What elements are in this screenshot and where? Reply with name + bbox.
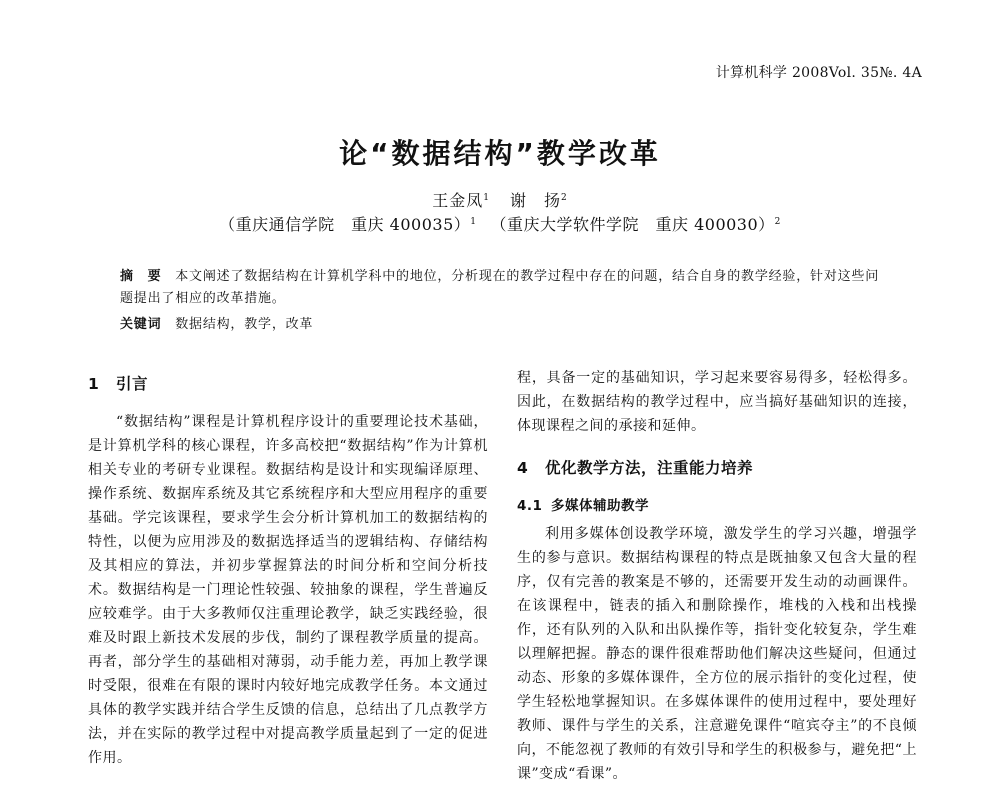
affiliation: （重庆通信学院 重庆 400035） bbox=[219, 215, 471, 234]
body-paragraph: 程，具备一定的基础知识，学习起来要容易得多，轻松得多。因此，在数据结构的教学过程中，应当搞好基础知识的连接，体现课程之间的承接和延伸。 bbox=[517, 370, 917, 434]
paper-title: 论“数据结构”教学改革 bbox=[339, 137, 661, 170]
affiliation-superscript: 2 bbox=[774, 217, 781, 227]
subsection-number: 4.1 bbox=[517, 498, 543, 514]
author-line bbox=[0, 188, 1000, 211]
abstract-label: 摘 要 bbox=[120, 269, 162, 284]
abstract-block bbox=[120, 266, 890, 340]
keywords-label: 关键词 bbox=[120, 317, 162, 332]
section-heading bbox=[88, 372, 488, 396]
journal-header: 计算机科学 2008Vol. 35№. 4A bbox=[715, 65, 922, 81]
author-superscript: 1 bbox=[483, 193, 490, 203]
keywords bbox=[120, 314, 890, 336]
affiliation-line bbox=[0, 212, 1000, 235]
keywords-text: 数据结构，教学，改革 bbox=[175, 317, 314, 332]
author-name: 王金凤 bbox=[432, 191, 484, 210]
abstract-text: 本文阐述了数据结构在计算机学科中的地位，分析现在的教学过程中存在的问题，结合自身的教学经验，针对这些问题提出了相应的改革措施。 bbox=[120, 269, 880, 306]
body-paragraph: 利用多媒体创设教学环境，激发学生的学习兴趣，增强学生的参与意识。数据结构课程的特点是既抽象又包含大量的程序，仅有完善的教案是不够的，还需要开发生动的动画课件。在该课程中，链表的插入和删除操作，堆栈的入栈和出栈操作，还有队列的入队和出队操作等，指针变化较复杂，学生难以理解把握。静态的课件很难帮助他们解决这些疑问，但通过动态、形象的多媒体课件，全方位的展示指针的变化过程，使学生轻松地掌握知识。在多媒体课件的使用过程中，要处理好教师、课件与学生的关系，注意避免课件“喧宾夺主”的不良倾向，不能忽视了教师的有效引导和学生的积极参与，避免把“上课”变成“看课”。 bbox=[517, 526, 917, 782]
section-title: 引言 bbox=[116, 375, 149, 393]
subsection-heading bbox=[517, 494, 917, 518]
section-title: 优化教学方法，注重能力培养 bbox=[545, 459, 754, 477]
body-paragraph: “数据结构”课程是计算机程序设计的重要理论技术基础，是计算机学科的核心课程，许多高校把“数据结构”作为计算机相关专业的考研专业课程。数据结构是设计和实现编译原理、操作系统、数据库系统及其它系统程序和大型应用程序的重要基础。学完该课程，要求学生会分析计算机加工的数据结构的特性，以便为应用涉及的数据选择适当的逻辑结构、存储结构及其相应的算法，并初步掌握算法的时间分析和空间分析技术。数据结构是一门理论性较强、较抽象的课程，学生普遍反应较难学。由于大多教师仅注重理论教学，缺乏实践经验，很难及时跟上新技术发展的步伐，制约了课程教学质量的提高。再者，部分学生的基础相对薄弱，动手能力差，再加上教学课时受限，很难在有限的课时内较好地完成教学任务。本文通过具体的教学实践并结合学生反馈的信息，总结出了几点教学方法，并在实际的教学过程中对提高教学质量起到了一定的促进作用。 bbox=[88, 414, 488, 766]
right-column bbox=[517, 366, 917, 786]
affiliation-superscript: 1 bbox=[470, 217, 477, 227]
subsection-title: 多媒体辅助教学 bbox=[551, 498, 649, 514]
section-number: 1 bbox=[88, 375, 100, 393]
left-column bbox=[88, 366, 488, 770]
author-name: 谢 扬 bbox=[510, 191, 562, 210]
section-heading bbox=[517, 456, 917, 480]
affiliation: （重庆大学软件学院 重庆 400030） bbox=[490, 215, 775, 234]
abstract bbox=[120, 266, 890, 310]
section-number: 4 bbox=[517, 459, 529, 477]
author-superscript: 2 bbox=[561, 193, 568, 203]
